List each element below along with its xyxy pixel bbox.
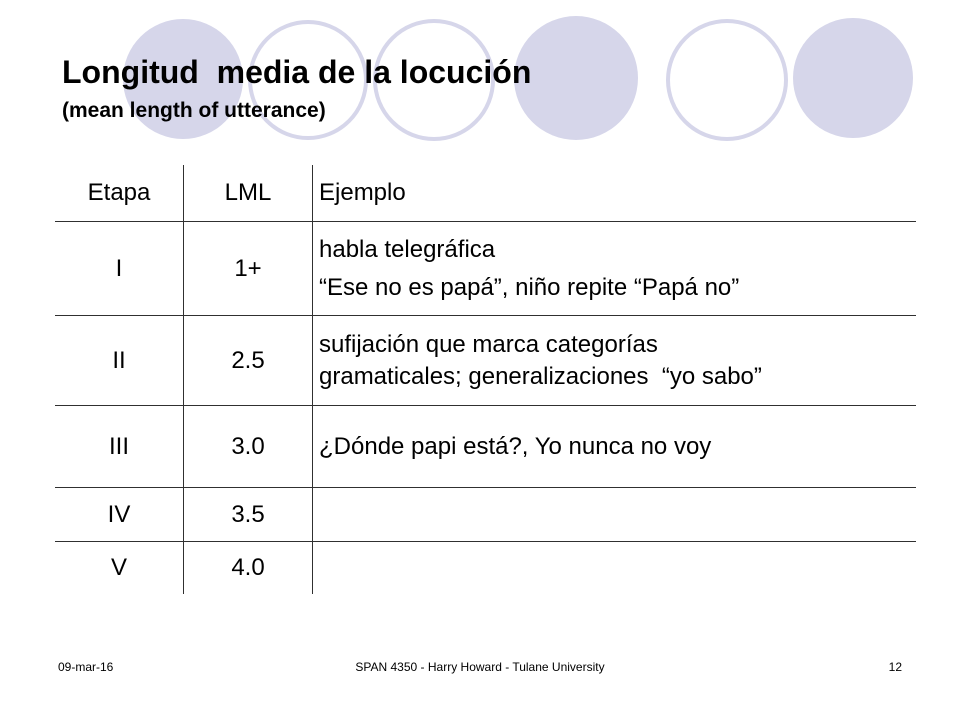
footer-course: SPAN 4350 - Harry Howard - Tulane University	[355, 660, 605, 674]
ejemplo-line: habla telegráfica	[319, 235, 496, 263]
decor-circle-5	[668, 21, 786, 139]
slide-subtitle: (mean length of utterance)	[62, 99, 326, 122]
table-row	[55, 488, 916, 542]
cell-lml: 4.0	[184, 542, 313, 594]
footer-date: 09-mar-16	[58, 660, 114, 674]
cell-lml: 1+	[184, 222, 313, 316]
cell-etapa: V	[110, 553, 127, 581]
table-row	[55, 406, 916, 488]
cell-ejemplo	[313, 222, 917, 316]
ejemplo-line: gramaticales; generalizaciones “yo sabo”	[319, 362, 762, 390]
slide-title: Longitud media de la locución	[62, 54, 532, 90]
footer-page-number: 12	[888, 660, 902, 674]
cell-ejemplo	[313, 488, 917, 542]
ejemplo-line: “Ese no es papá”, niño repite “Papá no”	[319, 273, 740, 301]
header-etapa: Etapa	[55, 165, 184, 222]
ejemplo-line: ¿Dónde papi está?, Yo nunca no voy	[319, 432, 712, 460]
table-row	[55, 542, 916, 594]
table-header-row	[55, 165, 916, 222]
table-row	[55, 222, 916, 316]
cell-lml: 2.5	[184, 316, 313, 406]
cell-lml: 3.5	[184, 488, 313, 542]
cell-ejemplo	[313, 406, 917, 488]
ejemplo-line: sufijación que marca categorías	[319, 330, 658, 358]
cell-lml: 3.0	[184, 406, 313, 488]
cell-etapa: III	[55, 406, 184, 488]
decor-circle-4	[514, 16, 638, 140]
cell-etapa: IV	[55, 488, 184, 542]
mlu-table	[55, 165, 916, 594]
cell-etapa: I	[55, 222, 184, 316]
header-ejemplo: Ejemplo	[313, 165, 917, 222]
header-lml: LML	[184, 165, 313, 222]
table-row	[55, 316, 916, 406]
cell-etapa: II	[55, 316, 184, 406]
cell-ejemplo	[313, 542, 917, 594]
decor-circle-6	[793, 18, 913, 138]
cell-ejemplo	[313, 316, 917, 406]
